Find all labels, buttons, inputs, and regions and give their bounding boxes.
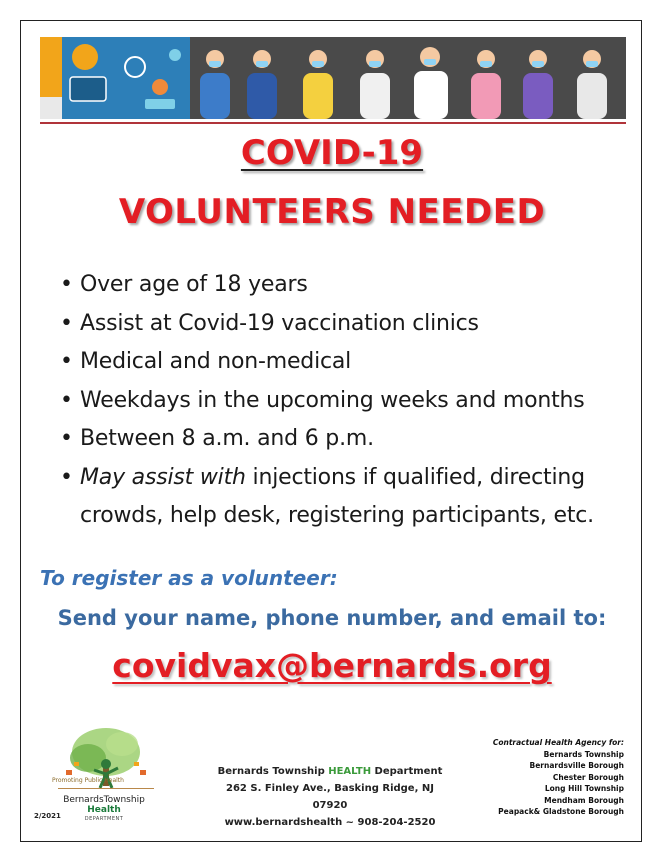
department-contact bbox=[210, 763, 450, 831]
list-item: • Assist at Covid-19 vaccination clinics bbox=[56, 305, 636, 344]
register-heading: To register as a volunteer: bbox=[40, 566, 338, 590]
agency-heading: Contractual Health Agency for: bbox=[492, 738, 624, 747]
list-item-text-continued: crowds, help desk, registering participants, etc. bbox=[80, 503, 594, 528]
banner-divider bbox=[40, 122, 626, 124]
flyer-date: 2/2021 bbox=[34, 812, 61, 820]
agency-town: Chester Borough bbox=[552, 772, 624, 782]
list-item-text: injections if qualified, directing bbox=[245, 464, 585, 490]
requirements-list bbox=[56, 266, 636, 536]
department-web-phone: www.bernardshealth ~ 908-204-2520 bbox=[224, 817, 436, 828]
logo-health: Health bbox=[87, 805, 121, 815]
list-item: • Medical and non-medical bbox=[56, 343, 636, 382]
list-item: • Between 8 a.m. and 6 p.m. bbox=[56, 420, 636, 459]
list-item bbox=[56, 459, 636, 536]
title-volunteers-needed: VOLUNTEERS NEEDED bbox=[118, 192, 546, 232]
healthcare-workers-banner bbox=[40, 37, 626, 119]
contact-email-link[interactable]: covidvax@bernards.org bbox=[112, 646, 552, 685]
send-instruction: Send your name, phone number, and email to: bbox=[57, 606, 607, 630]
agency-list bbox=[424, 737, 624, 818]
agency-town: Long Hill Township bbox=[544, 784, 624, 793]
department-address: 262 S. Finley Ave., Basking Ridge, NJ 07920 bbox=[226, 783, 434, 811]
agency-town: Peapack& Gladstone Borough bbox=[498, 807, 624, 816]
list-item-italic: May assist with bbox=[80, 464, 246, 490]
logo-name: BernardsTownship bbox=[63, 795, 145, 805]
list-item: • Over age of 18 years bbox=[56, 266, 636, 305]
healthcare-workers-banner-icon bbox=[40, 37, 626, 119]
list-item: • Weekdays in the upcoming weeks and months bbox=[56, 382, 636, 421]
title-covid: COVID-19 bbox=[240, 133, 424, 173]
agency-town: Bernards Township bbox=[543, 749, 624, 759]
logo-tagline: Promoting Public Health bbox=[52, 777, 124, 784]
logo-department: DEPARTMENT bbox=[84, 816, 124, 822]
agency-town: Mendham Borough bbox=[544, 795, 624, 805]
department-name: Bernards Township HEALTH Department bbox=[217, 766, 443, 777]
agency-town: Bernardsville Borough bbox=[529, 761, 624, 770]
